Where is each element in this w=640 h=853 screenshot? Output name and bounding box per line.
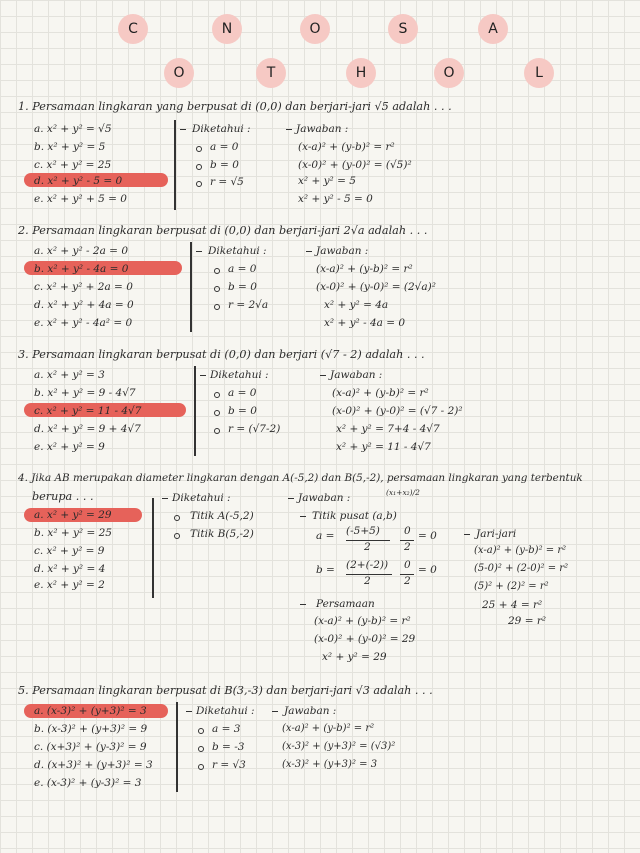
q2-known-a: a = 0	[228, 263, 257, 275]
q4-b-res: = 0	[418, 564, 437, 576]
q3-answer-1: (x-a)² + (y-b)² = r²	[332, 387, 429, 399]
q5-option-c: c. (x+3)² + (y-3)² = 9	[34, 741, 147, 753]
q1-option-c: c. x² + y² = 25	[34, 159, 112, 171]
q1-answer-dash	[286, 129, 292, 130]
q1-answer-label: Jawaban :	[296, 123, 349, 135]
q5-known-a: a = 3	[212, 723, 241, 735]
q4-b-frac2-den: 2	[404, 575, 411, 587]
q3-bullet	[214, 428, 220, 434]
q1-option-e: e. x² + y² + 5 = 0	[34, 193, 127, 205]
q5-bullet	[198, 728, 204, 734]
q4-eq-dash	[300, 604, 306, 605]
q4-b-lhs: b =	[316, 564, 335, 576]
q1-option-d: d. x² + y² - 5 = 0	[34, 175, 123, 187]
q4-option-b: b. x² + y² = 25	[34, 527, 112, 539]
q4-center-label: Titik pusat (a,b)	[312, 510, 397, 522]
title-letter-n: N	[212, 14, 242, 44]
q4-bullet	[174, 515, 180, 521]
q4-center-dash	[300, 516, 306, 517]
q2-known-b: b = 0	[228, 281, 257, 293]
q3-answer-label: Jawaban :	[330, 369, 383, 381]
q3-known-a: a = 0	[228, 387, 257, 399]
q1-bullet	[196, 164, 202, 170]
q4-question-line2: berupa . . .	[32, 490, 94, 503]
q4-radius-dash	[464, 534, 470, 535]
q3-option-b: b. x² + y² = 9 - 4√7	[34, 387, 136, 399]
q5-known-b: b = -3	[212, 741, 245, 753]
q1-bullet	[196, 146, 202, 152]
q5-answer-dash	[272, 711, 278, 712]
title-letter-h: H	[346, 58, 376, 88]
q3-answer-dash	[320, 375, 326, 376]
q5-answer-label: Jawaban :	[284, 705, 337, 717]
q3-option-a: a. x² + y² = 3	[34, 369, 105, 381]
q4-a-den: 2	[364, 541, 371, 553]
q1-answer-3: x² + y² = 5	[298, 175, 356, 187]
q1-option-a: a. x² + y² = √5	[34, 123, 112, 135]
q4-bullet	[174, 533, 180, 539]
q3-known-b: b = 0	[228, 405, 257, 417]
q5-bullet	[198, 764, 204, 770]
q2-option-a: a. x² + y² - 2a = 0	[34, 245, 128, 257]
q4-option-e: e. x² + y² = 2	[34, 579, 105, 591]
q3-bullet	[214, 410, 220, 416]
q4-radius-2: (5-0)² + (2-0)² = r²	[474, 563, 569, 574]
q4-a-res: = 0	[418, 530, 437, 542]
q4-question-line1: 4. Jika AB merupakan diameter lingkaran dengan A(-5,2) dan B(5,-2), persamaan lingkaran yang terbentuk	[18, 472, 583, 484]
q4-answer-label: Jawaban :	[298, 492, 351, 504]
q2-answer-4: x² + y² - 4a = 0	[324, 317, 406, 329]
q4-a-frac2-num: 0	[404, 525, 411, 537]
q2-answer-dash	[306, 251, 312, 252]
q2-bullet	[214, 286, 220, 292]
q5-known-label: Diketahui :	[196, 705, 255, 717]
q4-b-den: 2	[364, 575, 371, 587]
q4-a-frac2-den: 2	[404, 541, 411, 553]
q3-answer-2: (x-0)² + (y-0)² = (√7 - 2)²	[332, 405, 463, 417]
q1-question: 1. Persamaan lingkaran yang berpusat di (0,0) dan berjari-jari √5 adalah . . .	[18, 100, 452, 113]
q4-a-num: (-5+5)	[346, 525, 380, 537]
title-letter-a: A	[478, 14, 508, 44]
q4-radius-3: (5)² + (2)² = r²	[474, 581, 549, 592]
q1-answer-1: (x-a)² + (y-b)² = r²	[298, 141, 395, 153]
q4-option-a: a. x² + y² = 29	[34, 509, 112, 521]
q5-answer-1: (x-a)² + (y-b)² = r²	[282, 723, 375, 734]
q2-option-b: b. x² + y² - 4a = 0	[34, 263, 129, 275]
q4-radius-5: 29 = r²	[508, 615, 547, 627]
q5-option-e: e. (x-3)² + (y-3)² = 3	[34, 777, 142, 789]
q4-eq-1: (x-a)² + (y-b)² = r²	[314, 615, 411, 627]
q3-known-dash	[200, 375, 206, 376]
q4-radius-label: Jari-jari	[476, 528, 517, 540]
q3-divider	[194, 366, 196, 456]
q1-known-r: r = √5	[210, 176, 244, 188]
q1-option-b: b. x² + y² = 5	[34, 141, 106, 153]
q5-answer-2: (x-3)² + (y+3)² = (√3)²	[282, 741, 396, 752]
title-letter-s: S	[388, 14, 418, 44]
q4-eq-3: x² + y² = 29	[322, 651, 387, 663]
q4-midpoint-note: (x₁+x₂)/2	[386, 488, 420, 497]
q1-known-a: a = 0	[210, 141, 239, 153]
title-letter-o: O	[300, 14, 330, 44]
q5-bullet	[198, 746, 204, 752]
q4-known-b: Titik B(5,-2)	[190, 528, 254, 540]
q2-answer-1: (x-a)² + (y-b)² = r²	[316, 263, 413, 275]
q3-question: 3. Persamaan lingkaran berpusat di (0,0) dan berjari (√7 - 2) adalah . . .	[18, 348, 425, 361]
q1-bullet	[196, 181, 202, 187]
q3-answer-4: x² + y² = 11 - 4√7	[336, 441, 431, 453]
q4-b-num: (2+(-2))	[346, 559, 389, 571]
q4-divider	[152, 498, 154, 598]
q2-bullet	[214, 268, 220, 274]
q4-radius-1: (x-a)² + (y-b)² = r²	[474, 545, 567, 556]
q5-option-d: d. (x+3)² + (y+3)² = 3	[34, 759, 153, 771]
q3-option-c: c. x² + y² = 11 - 4√7	[34, 405, 142, 417]
q2-known-r: r = 2√a	[228, 299, 269, 311]
title-letter-o3: O	[434, 58, 464, 88]
q4-eq-label: Persamaan	[316, 598, 375, 610]
q5-option-a: a. (x-3)² + (y+3)² = 3	[34, 705, 147, 717]
q5-known-r: r = √3	[212, 759, 246, 771]
q1-answer-4: x² + y² - 5 = 0	[298, 193, 373, 205]
q2-known-dash	[196, 251, 202, 252]
title-letter-t: T	[256, 58, 286, 88]
q2-divider	[190, 242, 192, 332]
q4-eq-2: (x-0)² + (y-0)² = 29	[314, 633, 416, 645]
q4-a-lhs: a =	[316, 530, 335, 542]
q4-known-label: Diketahui :	[172, 492, 231, 504]
q2-known-label: Diketahui :	[208, 245, 267, 257]
q5-known-dash	[186, 711, 192, 712]
q4-option-d: d. x² + y² = 4	[34, 563, 106, 575]
q1-divider	[174, 120, 176, 210]
q3-bullet	[214, 392, 220, 398]
q2-question: 2. Persamaan lingkaran berpusat di (0,0) dan berjari-jari 2√a adalah . . .	[18, 224, 428, 237]
q3-option-d: d. x² + y² = 9 + 4√7	[34, 423, 141, 435]
q4-known-a: Titik A(-5,2)	[190, 510, 254, 522]
title-letter-l: L	[524, 58, 554, 88]
q2-bullet	[214, 304, 220, 310]
q2-answer-label: Jawaban :	[316, 245, 369, 257]
q4-known-dash	[162, 498, 168, 499]
q5-question: 5. Persamaan lingkaran berpusat di B(3,-3) dan berjari-jari √3 adalah . . .	[18, 684, 433, 697]
q3-option-e: e. x² + y² = 9	[34, 441, 105, 453]
q4-answer-dash	[288, 498, 294, 499]
q1-known-label: Diketahui :	[192, 123, 251, 135]
q2-answer-2: (x-0)² + (y-0)² = (2√a)²	[316, 281, 436, 293]
q3-known-r: r = (√7-2)	[228, 423, 281, 435]
q1-known-b: b = 0	[210, 159, 239, 171]
q2-option-c: c. x² + y² + 2a = 0	[34, 281, 133, 293]
q1-answer-2: (x-0)² + (y-0)² = (√5)²	[298, 159, 412, 171]
title-letter-c: C	[118, 14, 148, 44]
q4-radius-4: 25 + 4 = r²	[482, 599, 543, 611]
title-letter-o2: O	[164, 58, 194, 88]
q5-answer-3: (x-3)² + (y+3)² = 3	[282, 759, 378, 770]
q5-divider	[176, 702, 178, 792]
q4-b-frac2-num: 0	[404, 559, 411, 571]
q3-answer-3: x² + y² = 7+4 - 4√7	[336, 423, 440, 435]
q1-known-dash	[180, 129, 186, 130]
q4-option-c: c. x² + y² = 9	[34, 545, 105, 557]
q2-answer-3: x² + y² = 4a	[324, 299, 389, 311]
q2-option-e: e. x² + y² - 4a² = 0	[34, 317, 133, 329]
q5-option-b: b. (x-3)² + (y+3)² = 9	[34, 723, 148, 735]
q2-option-d: d. x² + y² + 4a = 0	[34, 299, 134, 311]
q3-known-label: Diketahui :	[210, 369, 269, 381]
